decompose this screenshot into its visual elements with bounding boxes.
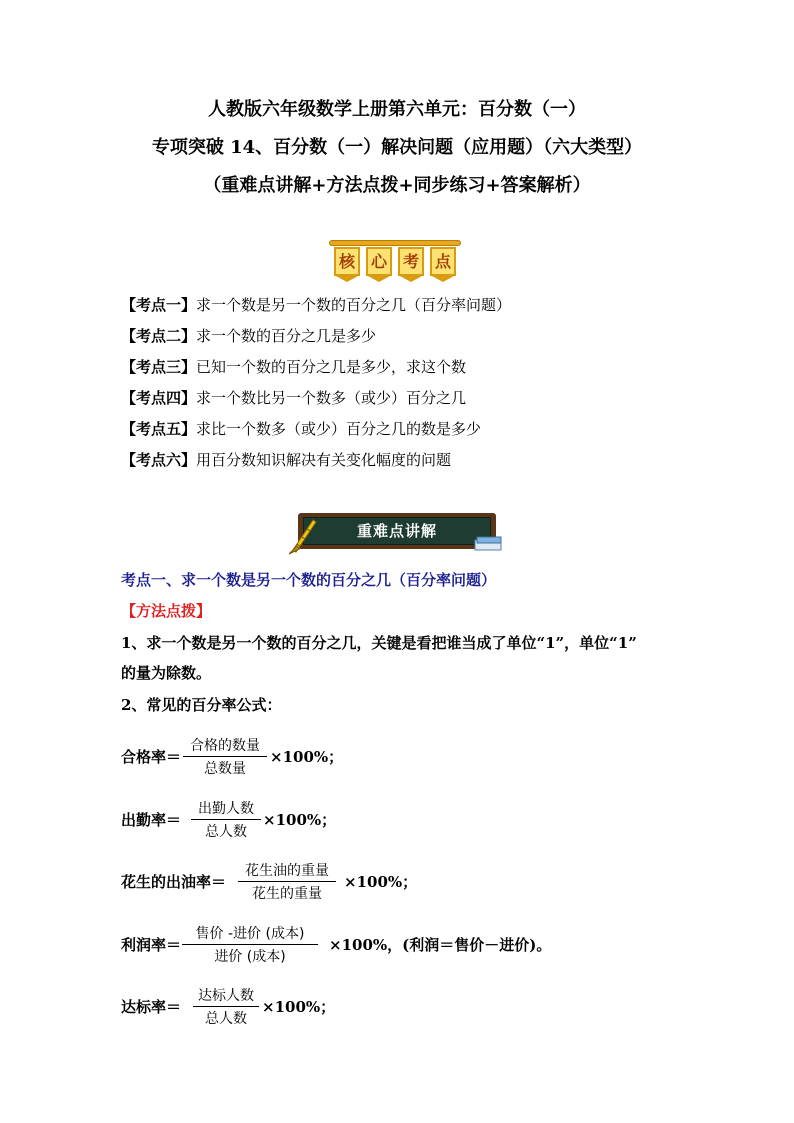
formula-profit-rate-fraction (182, 923, 318, 966)
kaodian-text: 求一个数的百分之几是多少 (196, 327, 377, 345)
kaodian-text: 已知一个数的百分之几是多少，求这个数 (196, 358, 467, 376)
formula-compliance-rate-fraction (193, 985, 259, 1028)
banner-char: 核 (334, 247, 360, 276)
kaodian-text: 求一个数是另一个数的百分之几（百分率问题） (196, 296, 512, 314)
kaodian-tag: 【考点五】 (121, 420, 197, 438)
formula-attendance-fraction (191, 798, 261, 841)
formula-compliance-rate-label: 达标率＝ (121, 998, 182, 1016)
banner-tip (398, 275, 424, 282)
key-points-banner (329, 238, 461, 284)
kaodian-item (121, 356, 466, 377)
kaodian-item (121, 325, 376, 346)
document-title-line1: 人教版六年级数学上册第六单元：百分数（一） (208, 99, 586, 120)
fraction-denominator: 总数量 (204, 761, 246, 777)
kaodian-item (121, 387, 466, 408)
kaodian-text: 求比一个数多（或少）百分之几的数是多少 (196, 420, 482, 438)
banner-char: 心 (366, 247, 392, 276)
section-heading: 考点一、求一个数是另一个数的百分之几（百分率问题） (121, 571, 497, 589)
method-label: 【方法点拨】 (121, 602, 212, 620)
formula-profit-rate-suffix: ×100%，(利润＝售价－进价)。 (329, 936, 552, 954)
fraction-numerator: 售价 -进价 (成本) (182, 923, 318, 945)
formula-pass-rate-label: 合格率＝ (121, 748, 182, 766)
kaodian-item (121, 449, 451, 470)
paragraph-1-line-1: 1、求一个数是另一个数的百分之几，关键是看把谁当成了单位“1”，单位“1” (121, 634, 637, 652)
fraction-numerator: 达标人数 (193, 985, 259, 1007)
banner-tip (430, 275, 456, 282)
kaodian-tag: 【考点二】 (121, 327, 197, 345)
kaodian-tag: 【考点一】 (121, 296, 197, 314)
document-title-line3: （重难点讲解+方法点拨+同步练习+答案解析） (203, 175, 591, 196)
board-title: 重难点讲解 (303, 517, 491, 545)
formula-attendance-suffix: ×100%； (263, 811, 337, 829)
formula-compliance-rate-suffix: ×100%； (262, 998, 336, 1016)
fraction-denominator: 总人数 (205, 1011, 247, 1027)
fraction-denominator: 进价 (成本) (214, 949, 286, 965)
formula-profit-rate-label: 利润率＝ (121, 936, 182, 954)
kaodian-item (121, 294, 511, 315)
kaodian-text: 求一个数比另一个数多（或少）百分之几 (196, 389, 467, 407)
banner-rod (329, 240, 461, 246)
banner-char: 考 (398, 247, 424, 276)
fraction-denominator: 总人数 (205, 824, 247, 840)
book-icon (474, 536, 504, 552)
formula-oil-yield-fraction (238, 860, 336, 903)
paragraph-1-line-2: 的量为除数。 (121, 664, 212, 682)
formula-pass-rate-suffix: ×100%； (270, 748, 344, 766)
kaodian-tag: 【考点三】 (121, 358, 197, 376)
key-explanation-board (298, 513, 496, 549)
formula-attendance-label: 出勤率＝ (121, 811, 182, 829)
fraction-numerator: 出勤人数 (191, 798, 261, 820)
formula-oil-yield-label: 花生的出油率＝ (121, 873, 227, 891)
kaodian-tag: 【考点六】 (121, 451, 197, 469)
paragraph-2: 2、常见的百分率公式： (121, 696, 282, 714)
formula-pass-rate-fraction (183, 735, 267, 778)
banner-tip (334, 275, 360, 282)
kaodian-text: 用百分数知识解决有关变化幅度的问题 (196, 451, 452, 469)
fraction-denominator: 花生的重量 (252, 886, 322, 902)
fraction-numerator: 花生油的重量 (238, 860, 336, 882)
fraction-numerator: 合格的数量 (183, 735, 267, 757)
banner-tip (366, 275, 392, 282)
ruler-icon (287, 516, 317, 556)
banner-char: 点 (430, 247, 456, 276)
formula-oil-yield-suffix: ×100%； (344, 873, 418, 891)
kaodian-tag: 【考点四】 (121, 389, 197, 407)
kaodian-item (121, 418, 481, 439)
document-title-line2: 专项突破 14、百分数（一）解决问题（应用题）（六大类型） (151, 137, 643, 158)
